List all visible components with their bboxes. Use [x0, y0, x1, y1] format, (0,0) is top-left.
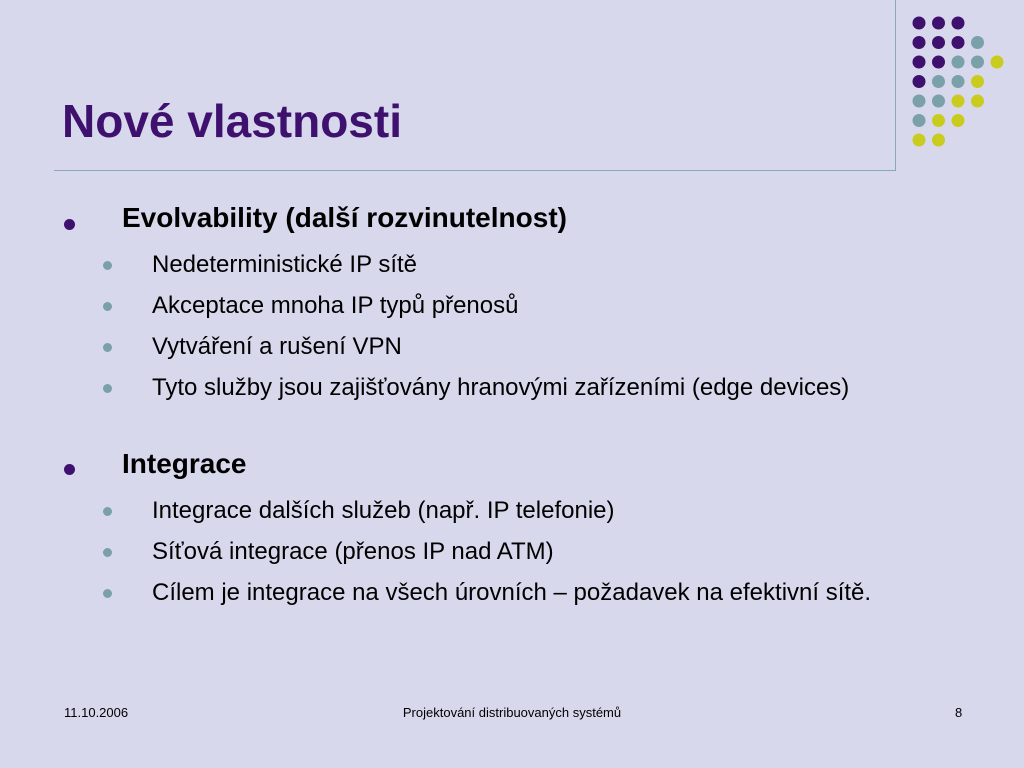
- sub-bullet-dot-icon: [103, 589, 112, 598]
- decorative-dot: [913, 95, 926, 108]
- decorative-dot: [952, 56, 965, 69]
- list-item: Nedeterministické IP sítě: [152, 251, 417, 278]
- decorative-dot: [971, 56, 984, 69]
- section-heading-integrace: Integrace: [122, 448, 247, 479]
- decorative-dot: [913, 134, 926, 147]
- decorative-dot: [932, 75, 945, 88]
- list-item: Cílem je integrace na všech úrovních – požadavek na efektivní sítě.: [152, 579, 872, 606]
- decorative-dot: [952, 75, 965, 88]
- decorative-dot: [932, 95, 945, 108]
- list-item: Akceptace mnoha IP typů přenosů: [152, 292, 519, 319]
- section-heading-evolvability: Evolvability (další rozvinutelnost): [122, 202, 567, 233]
- title-divider-vertical: [895, 0, 896, 171]
- footer-date: 11.10.2006: [64, 705, 129, 720]
- sub-bullet-dot-icon: [103, 548, 112, 557]
- sub-bullet-dot-icon: [103, 384, 112, 393]
- decorative-dot: [913, 114, 926, 127]
- decorative-dot: [932, 56, 945, 69]
- decorative-dot: [932, 36, 945, 49]
- decorative-dot: [913, 17, 926, 30]
- decorative-dot: [952, 36, 965, 49]
- list-item: Tyto služby jsou zajišťovány hranovými zařízeními (edge devices): [152, 374, 850, 401]
- title-divider-horizontal: [54, 170, 896, 171]
- decorative-dot: [971, 75, 984, 88]
- decorative-dot: [991, 56, 1004, 69]
- decorative-dot: [952, 17, 965, 30]
- bullet-dot-icon: [64, 219, 75, 230]
- sub-bullet-dot-icon: [103, 507, 112, 516]
- decorative-dot: [932, 134, 945, 147]
- decorative-dot: [932, 114, 945, 127]
- decorative-dot: [932, 17, 945, 30]
- decorative-dot: [971, 95, 984, 108]
- sub-bullet-dot-icon: [103, 302, 112, 311]
- sub-bullet-dot-icon: [103, 343, 112, 352]
- footer-title: Projektování distribuovaných systémů: [402, 705, 622, 720]
- decorative-dot: [913, 75, 926, 88]
- slide-title: Nové vlastnosti: [62, 95, 402, 147]
- list-item: Vytváření a rušení VPN: [152, 333, 402, 360]
- decorative-dot: [952, 114, 965, 127]
- decorative-dot: [913, 56, 926, 69]
- list-item: Integrace dalších služeb (např. IP telefonie): [152, 497, 615, 524]
- sub-bullet-dot-icon: [103, 261, 112, 270]
- bullet-dot-icon: [64, 464, 75, 475]
- decorative-dot: [952, 95, 965, 108]
- footer-page-number: 8: [955, 705, 963, 720]
- decorative-dot: [971, 36, 984, 49]
- list-item: Síťová integrace (přenos IP nad ATM): [152, 538, 554, 565]
- decorative-dot: [913, 36, 926, 49]
